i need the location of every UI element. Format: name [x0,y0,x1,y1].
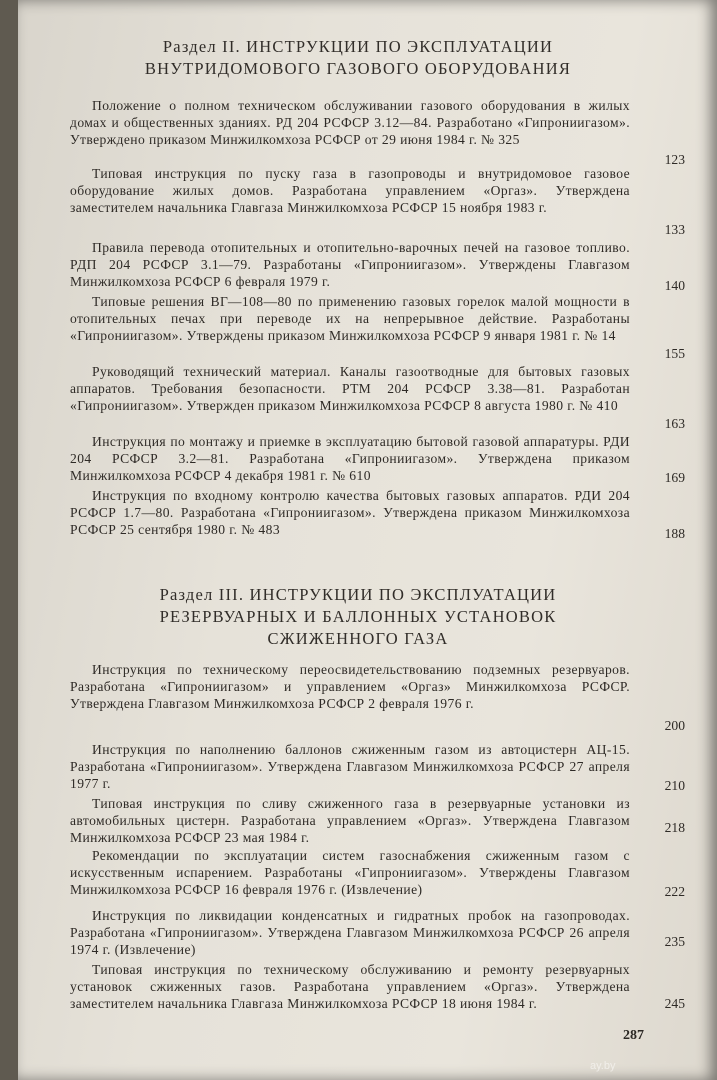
list-item [70,796,630,846]
page-number: 140 [664,278,685,293]
entry-text: Типовая инструкция по пуску газа в газопроводы и внутридомовое газовое оборудование жилых домов. Разработана управлением «Оргаз». Утверждена заместителем начальника Главгаза Минжилкомхоза РСФСР 15 ноября 1983 г. [70,166,630,215]
page-number: 210 [664,778,685,793]
page-number: 169 [664,470,685,485]
page-number: 222 [664,884,685,899]
list-item [70,488,630,538]
list-item [70,742,630,792]
entry-text: Инструкция по входному контролю качества бытовых газовых аппаратов. РДИ 204 РСФСР 1.7—80. Разработана «Гипрониигазом». Утверждена приказом Минжилкомхоза РСФСР 25 сентября 1980 г. № 483 [70,488,630,537]
list-item [70,662,630,712]
entry-text: Типовая инструкция по техническому обслуживанию и ремонту резервуарных установок сжиженных газов. Разработана управлением «Оргаз». Утверждена заместителем начальника Главгаза Минжилкомхоза РСФСР 18 июня 1984 г. [70,962,630,1011]
list-item [70,294,630,344]
entry-text: Инструкция по монтажу и приемке в эксплуатацию бытовой газовой аппаратуры. РДИ 204 РСФСР 3.2—81. Разработана «Гипрониигазом». Утверждена приказом Минжилкомхоза РСФСР 4 декабря 1981 г. № 610 [70,434,630,483]
list-item [70,364,630,414]
section-3-title-line-3: СЖИЖЕННОГО ГАЗА [267,629,449,648]
list-item [70,908,630,958]
list-item [70,240,630,290]
page-number: 218 [664,820,685,835]
page-number: 200 [664,718,685,733]
section-3-title-line-1: Раздел III. ИНСТРУКЦИИ ПО ЭКСПЛУАТАЦИИ [159,585,557,604]
entry-text: Правила перевода отопительных и отопительно-варочных печей на газовое топливо. РДП 204 РСФСР 3.1—79. Разработаны «Гипрониигазом». Утверждены Главгазом Минжилкомхоза РСФСР 6 февраля 1979 г. [70,240,630,289]
watermark: ay.by [590,1060,616,1072]
list-item [70,848,630,898]
list-item [70,98,630,148]
entry-text: Типовые решения ВГ—108—80 по применению газовых горелок малой мощности в отопительных печах при переводе их на непрерывное действие. Разработаны «Гипрониигазом». Утверждены приказом Минжилкомхоза РСФСР 9 января 1981 г. № 14 [70,294,630,343]
folio-page-number: 287 [623,1028,644,1043]
list-item [70,434,630,484]
entry-text: Руководящий технический материал. Каналы газоотводные для бытовых газовых аппаратов. Требования безопасности. РТМ 204 РСФСР 3.38—81. Разработан «Гипрониигазом». Утвержден приказом Минжилкомхоза РСФСР 8 августа 1980 г. № 410 [70,364,630,413]
list-item [70,962,630,1012]
entry-text: Положение о полном техническом обслуживании газового оборудования в жилых домах и общественных зданиях. РД 204 РСФСР 3.12—84. Разработано «Гипрониигазом». Утверждено приказом Минжилкомхоза РСФСР от 29 июня 1984 г. № 325 [70,98,630,147]
entry-text: Инструкция по ликвидации конденсатных и гидратных пробок на газопроводах. Разработана «Гипрониигазом». Утверждена Главгазом Минжилкомхоза РСФСР 26 апреля 1974 г. (Извлечение) [70,908,630,957]
entry-text: Инструкция по техническому переосвидетельствованию подземных резервуаров. Разработана «Гипрониигазом» и управлением «Оргаз» Минжилкомхоза РСФСР. Утверждена Главгазом Минжилкомхоза РСФСР 2 февраля 1976 г. [70,662,630,711]
entry-text: Инструкция по наполнению баллонов сжиженным газом из автоцистерн АЦ-15. Разработана «Гипрониигазом». Утверждена Главгазом Минжилкомхоза РСФСР 27 апреля 1977 г. [70,742,630,791]
page-number: 155 [664,346,685,361]
section-2-title-line-2: ВНУТРИДОМОВОГО ГАЗОВОГО ОБОРУДОВАНИЯ [144,59,572,78]
page-number: 123 [664,152,685,167]
entry-text: Рекомендации по эксплуатации систем газоснабжения сжиженным газом с искусственным испарением. Разработаны «Гипрониигазом». Утверждены Главгазом Минжилкомхоза РСФСР 16 февраля 1976 г. (Извлечение) [70,848,630,897]
list-item [70,166,630,216]
book-page [18,0,717,1080]
section-3-title-line-2: РЕЗЕРВУАРНЫХ И БАЛЛОННЫХ УСТАНОВОК [159,607,557,626]
page-number: 133 [664,222,685,237]
section-2-title-line-1: Раздел II. ИНСТРУКЦИИ ПО ЭКСПЛУАТАЦИИ [162,37,554,56]
section-2-title [78,36,638,80]
page-number: 245 [664,996,685,1011]
page-number: 188 [664,526,685,541]
section-3-title [78,584,638,650]
entry-text: Типовая инструкция по сливу сжиженного газа в резервуарные установки из автомобильных цистерн. Разработана управлением «Оргаз». Утверждена Главгазом Минжилкомхоза РСФСР 23 мая 1984 г. [70,796,630,845]
page-number: 163 [664,416,685,431]
page-number: 235 [664,934,685,949]
